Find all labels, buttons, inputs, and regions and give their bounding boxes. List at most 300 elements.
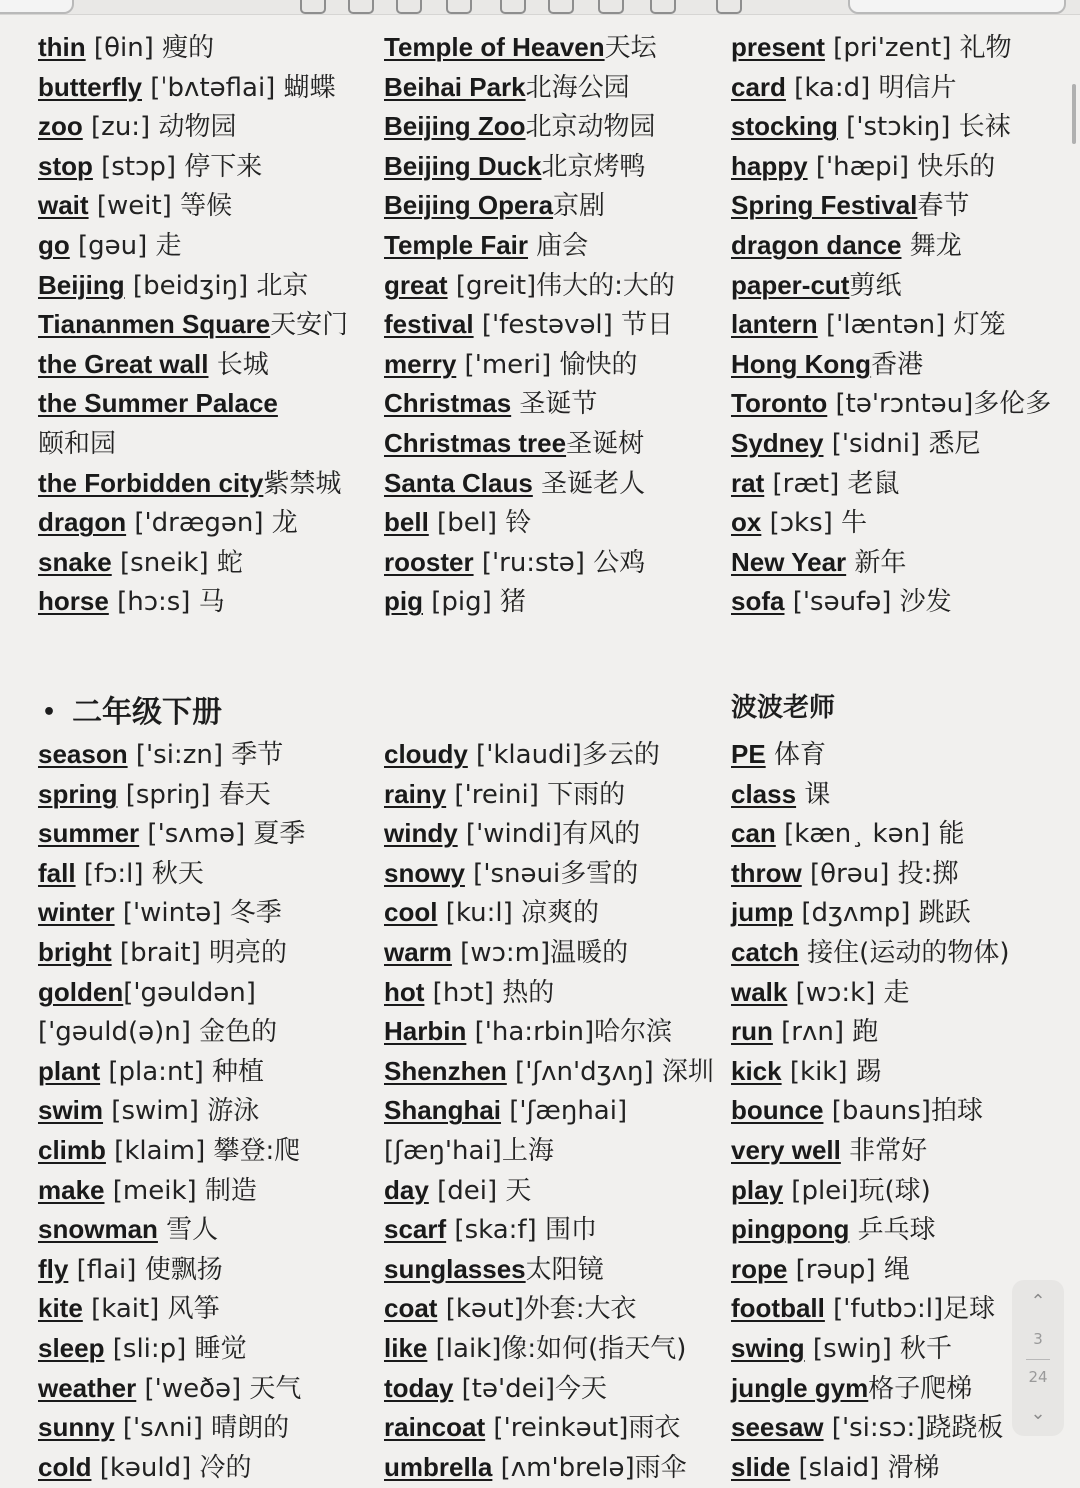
phonetic-translation: [kik] 踢: [781, 1056, 882, 1087]
vocab-entry: [731, 775, 1076, 815]
phonetic-translation: [ɔks] 牛: [761, 508, 868, 539]
vocab-entry: [38, 1012, 378, 1052]
english-word: winter: [38, 897, 115, 928]
english-word: fall: [38, 857, 76, 888]
english-word: go: [38, 229, 70, 260]
vocab-entry: [731, 1171, 1076, 1211]
phonetic-translation: ['ʃæŋhai]: [501, 1096, 628, 1127]
english-word: umbrella: [384, 1451, 493, 1482]
english-word: today: [384, 1372, 454, 1403]
phonetic-translation: [slaid] 滑梯: [790, 1452, 940, 1483]
vocab-entry: [384, 1369, 729, 1409]
phonetic-translation: ['sʌni] 晴朗的: [114, 1413, 290, 1444]
vocab-entry: [384, 107, 729, 147]
phonetic-translation: [hɔt] 热的: [424, 977, 555, 1008]
phonetic-translation: [stɔp] 停下来: [92, 151, 263, 182]
english-word: climb: [38, 1134, 106, 1165]
vocab-entry: [731, 503, 1076, 543]
english-word: coat: [384, 1293, 438, 1324]
vocab-entry: [731, 226, 1076, 266]
vocab-entry: [38, 1289, 378, 1329]
vocab-entry: [731, 266, 1076, 306]
english-word: class: [731, 778, 797, 809]
vocab-entry: [384, 1289, 729, 1329]
phonetic-translation: 圣诞节: [511, 389, 598, 420]
current-page: 3: [1033, 1330, 1043, 1348]
vocab-entry: [384, 226, 729, 266]
phonetic-translation: [kait] 风筝: [82, 1294, 220, 1325]
phonetic-translation: [zu:] 动物园: [82, 112, 237, 143]
english-word: Christmas: [384, 388, 512, 419]
english-word: jump: [731, 897, 794, 928]
vocab-entry: [731, 28, 1076, 68]
phonetic-translation: 长城: [208, 349, 269, 380]
english-word: stop: [38, 150, 93, 181]
lasso-icon[interactable]: [446, 0, 472, 14]
phonetic-translation: 北京烤鸭: [541, 151, 646, 182]
english-word: Harbin: [384, 1016, 467, 1047]
bullet-icon: •: [42, 700, 57, 725]
top-toolbar: [0, 0, 1080, 15]
english-word: merry: [384, 348, 457, 379]
vocab-entry: [38, 1091, 378, 1131]
english-word: play: [731, 1174, 784, 1205]
english-word: Santa Claus: [384, 467, 533, 498]
vocab-entry: [38, 107, 378, 147]
phonetic-translation: [θin] 瘦的: [85, 33, 215, 63]
english-word: happy: [731, 150, 808, 181]
column-3: [731, 28, 1076, 622]
english-word: rooster: [384, 546, 474, 577]
phonetic-translation: [ˈbʌtəflai] 蝴蝶: [142, 72, 336, 103]
page-up-icon[interactable]: ⌃: [1030, 1291, 1046, 1312]
vocab-entry: [731, 1131, 1076, 1171]
phonetic-translation: ['ha:rbin]哈尔滨: [466, 1017, 673, 1048]
phonetic-translation: [ka:d] 明信片: [785, 72, 957, 103]
phonetic-translation: [brait] 明亮的: [111, 937, 288, 968]
eraser-icon[interactable]: [396, 0, 422, 14]
english-word: kite: [38, 1293, 83, 1324]
phonetic-translation: 乒乓球: [849, 1215, 936, 1246]
section-2-col-1: [38, 683, 378, 1487]
phonetic-translation: [rʌn] 跑: [772, 1017, 879, 1048]
highlighter-icon[interactable]: [348, 0, 374, 14]
vocab-entry: [731, 1052, 1076, 1092]
word-list-1b: [38, 735, 378, 1487]
phonetic-translation: ['ʃʌn'dʒʌŋ] 深圳: [506, 1056, 714, 1087]
english-word: Toronto: [731, 388, 828, 419]
english-word: bright: [38, 936, 112, 967]
phonetic-translation: [klaim] 攀登:爬: [105, 1135, 301, 1166]
word-list-2b: [384, 735, 729, 1487]
english-word: fly: [38, 1253, 69, 1284]
vocab-entry: [38, 1131, 378, 1171]
english-word: scarf: [384, 1214, 447, 1245]
pager-divider: [1026, 1359, 1050, 1360]
phonetic-translation: ['klaudi]多云的: [467, 740, 660, 770]
vocab-entry: [38, 266, 378, 306]
phonetic-translation: 颐和园: [38, 428, 117, 459]
phonetic-translation: ['drægən] 龙: [126, 508, 298, 539]
english-word: rainy: [384, 778, 447, 809]
english-word: summer: [38, 818, 140, 849]
vocab-entry: [384, 68, 729, 108]
english-word: festival: [384, 309, 474, 340]
english-word: run: [731, 1016, 773, 1047]
phonetic-translation: ['reinkəut]雨衣: [485, 1413, 681, 1444]
phonetic-translation: 香港: [871, 349, 924, 380]
phonetic-translation: [sli:p] 睡觉: [104, 1333, 247, 1364]
vocab-entry: [384, 1091, 729, 1131]
vocab-entry: [384, 1448, 729, 1488]
phonetic-translation: [rəup] 绳: [787, 1254, 910, 1285]
phonetic-translation: ['si:sɔ:]跷跷板: [823, 1413, 1004, 1444]
english-word: sunny: [38, 1412, 115, 1443]
vocab-entry: [731, 933, 1076, 973]
english-word: raincoat: [384, 1412, 486, 1443]
right-tools[interactable]: [848, 0, 1066, 14]
phonetic-translation: [kəut]外套:大衣: [437, 1294, 637, 1325]
vocab-entry: [731, 464, 1076, 504]
vocab-entry: [38, 1171, 378, 1211]
phonetic-translation: [swim] 游泳: [103, 1096, 260, 1127]
section-heading: [38, 683, 378, 735]
english-word: like: [384, 1332, 428, 1363]
phonetic-translation: 雪人: [157, 1215, 219, 1246]
vocab-entry: [731, 345, 1076, 385]
phonetic-translation: ['wintə] 冬季: [114, 898, 282, 929]
phonetic-translation: 庙会: [528, 230, 589, 261]
phonetic-translation: [greit]伟大的:大的: [447, 270, 675, 301]
vocab-entry: [38, 186, 378, 226]
vocab-entry: [38, 1408, 378, 1448]
english-word: paper-cut: [731, 269, 850, 300]
phonetic-translation: [kəuld] 冷的: [91, 1452, 252, 1483]
phonetic-translation: 课: [796, 779, 831, 810]
note-page: [0, 28, 1080, 1483]
vocab-entry: [384, 1250, 729, 1290]
phonetic-translation: ['gəuld(ə)n] 金色的: [38, 1017, 278, 1048]
vocab-entry: [384, 464, 729, 504]
english-word: seesaw: [731, 1412, 824, 1443]
microphone-icon[interactable]: [650, 0, 676, 14]
vocab-entry: [38, 854, 378, 894]
english-word: wait: [38, 190, 89, 221]
vocab-entry: [384, 1171, 729, 1211]
vocab-entry: [731, 893, 1076, 933]
english-word: stocking: [731, 111, 838, 142]
english-word: zoo: [38, 111, 83, 142]
english-word: dragon: [38, 507, 127, 538]
phonetic-translation: [ʃæŋ'hai]上海: [384, 1135, 554, 1166]
english-word: Temple Fair: [384, 229, 529, 260]
vocab-entry: [38, 305, 378, 345]
vocab-entry: [38, 1329, 378, 1369]
english-word: kick: [731, 1055, 782, 1086]
text-icon[interactable]: [598, 0, 624, 14]
vocab-entry: [731, 1012, 1076, 1052]
phonetic-translation: [weit] 等候: [88, 191, 233, 222]
english-word: make: [38, 1174, 105, 1205]
vocab-entry: [38, 1052, 378, 1092]
column-2: [384, 28, 729, 622]
vocab-entry: [384, 893, 729, 933]
english-word: New Year: [731, 546, 847, 577]
vocab-entry: [384, 582, 729, 622]
vocab-entry: [38, 503, 378, 543]
english-word: warm: [384, 936, 452, 967]
phonetic-translation: [sneik] 蛇: [111, 547, 243, 578]
phonetic-translation: ['səufə] 沙发: [784, 587, 952, 618]
english-word: walk: [731, 976, 788, 1007]
vocab-entry: [384, 345, 729, 385]
vocab-entry: [384, 503, 729, 543]
english-word: great: [384, 269, 448, 300]
shapes-icon[interactable]: [500, 0, 526, 14]
english-word: ox: [731, 507, 762, 538]
phonetic-translation: 接住(运动的物体): [798, 937, 1010, 968]
vocab-entry: [38, 814, 378, 854]
english-word: spring: [38, 778, 118, 809]
phonetic-translation: 紫禁城: [263, 468, 342, 499]
english-word: day: [384, 1174, 429, 1205]
phonetic-translation: 圣诞老人: [532, 468, 646, 499]
phonetic-translation: [wɔ:m]温暖的: [451, 937, 629, 968]
english-word: card: [731, 71, 786, 102]
vocab-entry: [384, 1012, 729, 1052]
vocab-entry: [38, 1250, 378, 1290]
english-word: Temple of Heaven: [384, 32, 605, 62]
english-word: the Great wall: [38, 348, 209, 379]
vocab-entry: [38, 735, 378, 775]
phonetic-translation: [meik] 制造: [104, 1175, 257, 1206]
vocab-entry: [731, 424, 1076, 464]
total-pages: 24: [1028, 1368, 1048, 1386]
english-word: pingpong: [731, 1214, 850, 1245]
english-word: plant: [38, 1055, 101, 1086]
vocab-entry: [384, 543, 729, 583]
english-word: horse: [38, 586, 109, 617]
phonetic-translation: ['gəuldən]: [123, 977, 256, 1008]
vocab-entry: [38, 1369, 378, 1409]
english-word: Beijing Opera: [384, 190, 554, 221]
english-word: present: [731, 32, 825, 62]
phonetic-translation: [ku:l] 凉爽的: [437, 898, 599, 929]
pen-icon[interactable]: [300, 0, 326, 14]
vocab-entry: [731, 854, 1076, 894]
phonetic-translation: ['sʌmə] 夏季: [139, 819, 306, 850]
phonetic-translation: ['festəvəl] 节日: [473, 310, 674, 341]
english-word: cloudy: [384, 739, 468, 769]
english-word: cold: [38, 1451, 92, 1482]
english-word: snowman: [38, 1214, 158, 1245]
english-word: Beijing: [38, 269, 125, 300]
phonetic-translation: 剪纸: [849, 270, 902, 301]
english-word: sofa: [731, 586, 785, 617]
english-word: lantern: [731, 309, 818, 340]
english-word: Beihai Park: [384, 71, 526, 102]
phonetic-translation: ['reini] 下雨的: [446, 779, 626, 810]
phonetic-translation: [dei] 天: [428, 1175, 532, 1206]
phonetic-translation: ['ru:stə] 公鸡: [473, 547, 646, 578]
vocab-entry: [731, 582, 1076, 622]
english-word: bounce: [731, 1095, 824, 1126]
vocab-entry: [38, 582, 378, 622]
phonetic-translation: [flai] 使飘扬: [68, 1254, 223, 1285]
english-word: Sydney: [731, 427, 824, 458]
phonetic-translation: ['sidni] 悉尼: [823, 428, 981, 459]
vocab-entry: [384, 1210, 729, 1250]
vocab-entry: [384, 775, 729, 815]
phonetic-translation: ['weðə] 天气: [136, 1373, 302, 1404]
vocab-entry: [384, 186, 729, 226]
vocab-entry: [731, 1448, 1076, 1488]
image-icon[interactable]: [548, 0, 574, 14]
phonetic-translation: ['læntən] 灯笼: [817, 310, 1006, 341]
vocab-entry: [731, 973, 1076, 1013]
vocab-entry: [384, 933, 729, 973]
phonetic-translation: 天安门: [270, 310, 349, 341]
vocab-entry: [384, 266, 729, 306]
phonetic-translation: [ʌm'brelə]雨伞: [492, 1452, 687, 1483]
phonetic-translation: [beidʒiŋ] 北京: [124, 270, 309, 301]
phonetic-translation: [plei]玩(球): [783, 1175, 931, 1206]
vocab-entry: [384, 1052, 729, 1092]
spacer: [384, 683, 729, 735]
phonetic-translation: [wɔ:k] 走: [787, 977, 910, 1008]
section-2-col-2: [384, 683, 729, 1487]
phonetic-translation: [hɔ:s] 马: [108, 587, 225, 618]
teacher-label: 波波老师: [731, 693, 836, 723]
english-word: weather: [38, 1372, 137, 1403]
phonetic-translation: ['futbɔ:l]足球: [824, 1294, 996, 1325]
english-word: the Forbidden city: [38, 467, 264, 498]
vocab-entry: [384, 424, 729, 464]
vocab-entry: [384, 1131, 729, 1171]
vocab-entry: [731, 68, 1076, 108]
phonetic-translation: 格子爬梯: [868, 1373, 973, 1404]
phonetic-translation: 北京动物园: [525, 112, 656, 143]
phonetic-translation: [ska:f] 围巾: [446, 1215, 597, 1246]
english-word: hot: [384, 976, 425, 1007]
phonetic-translation: 太阳镜: [525, 1254, 604, 1285]
vocab-entry: [731, 1210, 1076, 1250]
vocab-entry: [731, 735, 1076, 775]
english-word: PE: [731, 739, 766, 769]
phonetic-translation: 京剧: [553, 191, 606, 222]
english-word: snake: [38, 546, 112, 577]
english-word: Beijing Zoo: [384, 111, 526, 142]
column-1: [38, 28, 378, 622]
vocab-entry: [38, 933, 378, 973]
english-word: catch: [731, 936, 799, 967]
phonetic-translation: ['stɔkiŋ] 长袜: [837, 112, 1011, 143]
english-word: jungle gym: [731, 1372, 869, 1403]
phonetic-translation: [bauns]拍球: [823, 1096, 983, 1127]
english-word: very well: [731, 1134, 841, 1165]
vocab-entry: [731, 814, 1076, 854]
vocab-entry: [38, 28, 378, 68]
english-word: football: [731, 1293, 825, 1324]
phonetic-translation: ['windi]有风的: [457, 819, 641, 850]
phonetic-translation: 天坛: [604, 33, 657, 63]
vocab-entry: [38, 893, 378, 933]
english-word: dragon dance: [731, 229, 902, 260]
vocab-entry: [38, 68, 378, 108]
more-icon[interactable]: [716, 0, 742, 14]
english-word: sunglasses: [384, 1253, 526, 1284]
page-navigator: [1012, 1280, 1064, 1436]
phonetic-translation: 新年: [846, 547, 907, 578]
vocab-entry: [38, 973, 378, 1013]
english-word: Hong Kong: [731, 348, 872, 379]
english-word: sleep: [38, 1332, 105, 1363]
phonetic-translation: 舞龙: [901, 230, 962, 261]
english-word: Beijing Duck: [384, 150, 542, 181]
vocab-entry: [731, 543, 1076, 583]
vocab-entry: [38, 226, 378, 266]
english-word: season: [38, 739, 128, 769]
english-word: rat: [731, 467, 765, 498]
english-word: thin: [38, 32, 86, 62]
english-word: swing: [731, 1332, 805, 1363]
page-down-icon[interactable]: ⌄: [1030, 1403, 1046, 1424]
phonetic-translation: 体育: [765, 740, 826, 770]
phonetic-translation: [ræt] 老鼠: [764, 468, 900, 499]
phonetic-translation: 圣诞树: [566, 428, 645, 459]
vocab-entry: [384, 384, 729, 424]
english-word: snowy: [384, 857, 465, 888]
vocab-entry: [38, 384, 378, 424]
english-word: slide: [731, 1451, 791, 1482]
vocab-entry: [38, 543, 378, 583]
vocab-entry: [38, 1448, 378, 1488]
vocab-entry: [38, 775, 378, 815]
vocab-entry: [384, 1329, 729, 1369]
phonetic-translation: [θrəu] 投:掷: [801, 858, 959, 889]
phonetic-translation: [gəu] 走: [69, 230, 182, 261]
phonetic-translation: [tə'rɔntəu]多伦多: [827, 389, 1052, 420]
vocab-entry: [384, 735, 729, 775]
english-word: Shanghai: [384, 1095, 502, 1126]
phonetic-translation: [kæn¸ kən] 能: [775, 819, 965, 850]
vocab-entry: [731, 1091, 1076, 1131]
english-word: pig: [384, 586, 423, 617]
vocab-entry: [384, 814, 729, 854]
heading-text: 二年级下册: [72, 695, 223, 730]
phonetic-translation: ['si:zn] 季节: [127, 740, 284, 770]
english-word: rope: [731, 1253, 788, 1284]
english-word: Spring Festival: [731, 190, 918, 221]
vocab-entry: [38, 345, 378, 385]
english-word: Tiananmen Square: [38, 309, 271, 340]
english-word: golden: [38, 976, 124, 1007]
back-button[interactable]: [0, 0, 74, 14]
vocab-entry: [38, 464, 378, 504]
english-word: Christmas tree: [384, 427, 567, 458]
vocab-entry: [731, 186, 1076, 226]
english-word: butterfly: [38, 71, 142, 102]
phonetic-translation: [tə'dei]今天: [453, 1373, 607, 1404]
english-word: the Summer Palace: [38, 388, 278, 419]
phonetic-translation: 北海公园: [525, 72, 630, 103]
scrollbar-thumb[interactable]: [1072, 84, 1076, 144]
phonetic-translation: ['hæpi] 快乐的: [807, 151, 996, 182]
phonetic-translation: ['snəui多雪的: [464, 858, 639, 889]
phonetic-translation: [pig] 猪: [423, 587, 527, 618]
english-word: throw: [731, 857, 802, 888]
vocab-entry: [38, 147, 378, 187]
